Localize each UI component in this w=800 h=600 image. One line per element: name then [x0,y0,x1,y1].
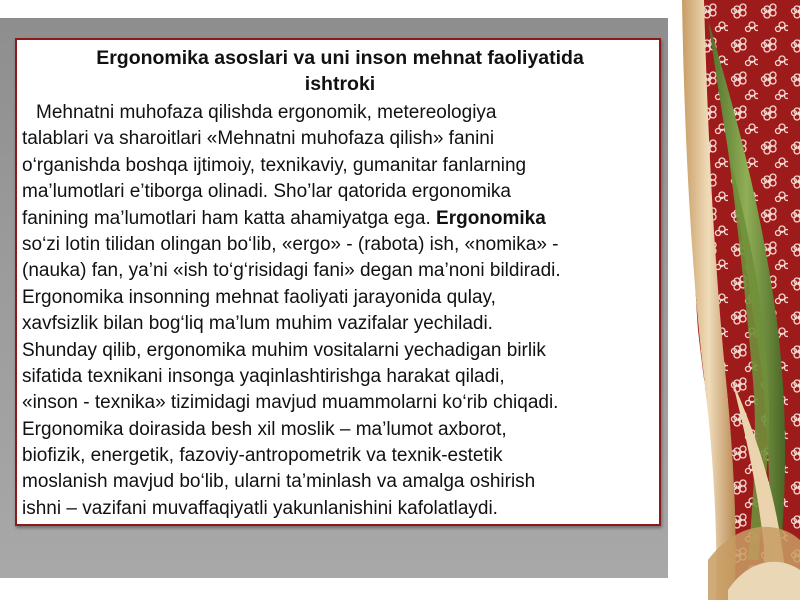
text-line: (nauka) fan, ya’ni «ish to‘g‘risidagi fani» degan ma’noni bildiradi. [22,260,561,282]
text-line: Ergonomika insonning mehnat faoliyati jarayonida qulay, [22,286,496,308]
text-line: fanining ma’lumotlari ham katta ahamiyatga ega. Ergonomika [22,207,546,229]
slide-title [20,45,660,98]
text-line: Mehnatni muhofaza qilishda ergonomik, metereologiya [36,102,497,123]
text-line: talablari va sharoitlari «Mehnatni muhofaza qilish» fanini [22,128,495,150]
highlighted-term: Ergonomika [436,207,546,229]
text-line: o‘rganishda boshqa ijtimoiy, texnikaviy, gumanitar fanlarning [22,154,527,176]
text-line: sifatida texnikani insonga yaqinlashtirishga harakat qiladi, [22,365,505,387]
text-line: Shunday qilib, ergonomika muhim vositalarni yechadigan birlik [22,339,546,361]
text-line: ishni – vazifani muvaffaqiyatli yakunlanishini kafolatlaydi. [22,497,498,519]
text-line: Ergonomika doirasida besh xil moslik – ma’lumot axborot, [22,418,507,440]
body-paragraph [22,100,662,522]
text-line: so‘zi lotin tilidan olingan bo‘lib, «ergo» - (rabota) ish, «nomika» - [22,233,559,255]
text-line: xavfsizlik bilan bog‘liq ma’lum muhim vazifalar yechiladi. [22,313,493,335]
floral-curtain-decoration [668,0,800,600]
text-line: moslanish mavjud bo‘lib, ularni ta’minlash va amalga oshirish [22,471,536,493]
text-line: «inson - texnika» tizimidagi mavjud muammolarni ko‘rib chiqadi. [22,392,559,414]
title-line: ishtroki [304,73,376,96]
text-line: ma’lumotlari e’tiborga olinadi. Sho’lar qatorida ergonomika [22,181,511,203]
title-line: Ergonomika asoslari va uni inson mehnat faoliyatida [96,47,584,69]
text-line: biofizik, energetik, fazoviy-antropometrik va texnik-estetik [22,445,503,467]
